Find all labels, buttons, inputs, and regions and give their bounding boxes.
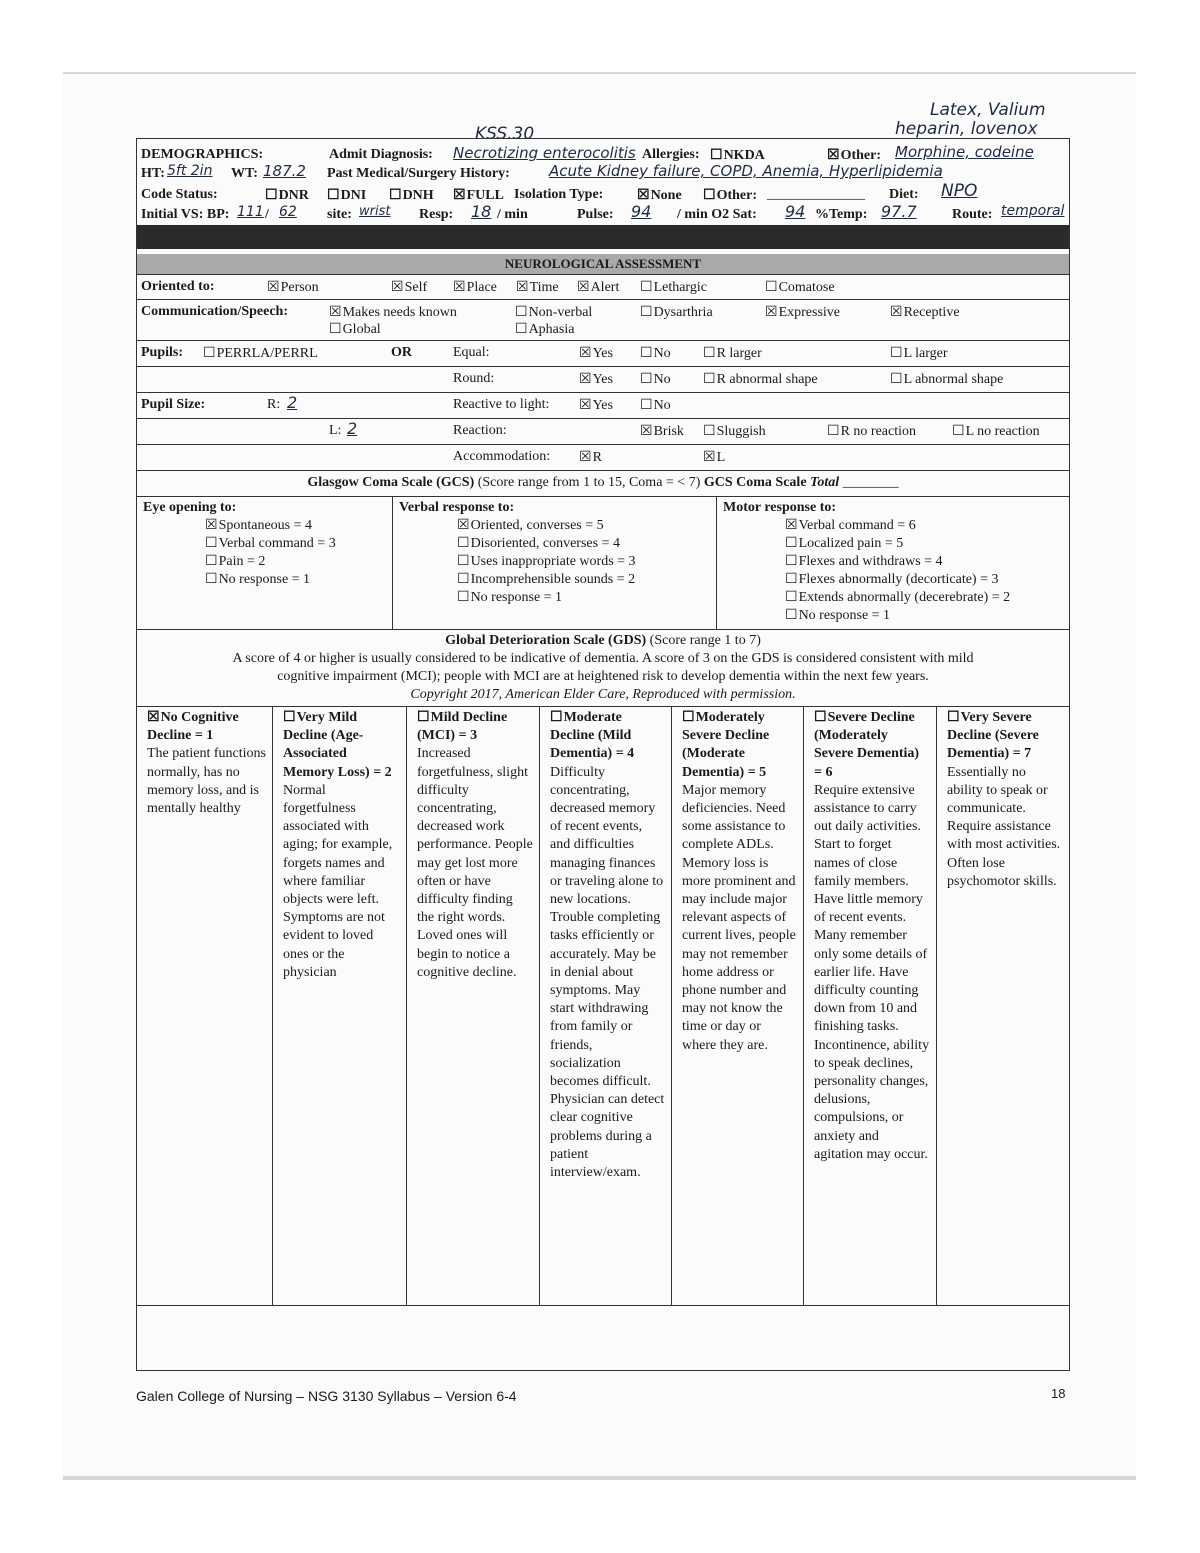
height-label: HT:: [141, 166, 165, 181]
verbal-incomprehensible[interactable]: ☐ Incomprehensible sounds = 2: [457, 571, 710, 589]
gds-stage-6-body: Require extensive assistance to carry out daily activities. Start to forget names of close family members. Have little memory of recent events. Many remember only some details of earlier life. Have difficulty counting down from 10 and finishing tasks. Incontinence, ability to speak declines, personality changes, delusions, compulsions, or anxiety and agitation may occur.: [814, 782, 930, 1162]
oriented-row: [137, 274, 1069, 300]
page-number: 18: [1051, 1386, 1066, 1401]
dnr-checkbox[interactable]: ☐ DNR: [265, 187, 309, 204]
l-no-reaction[interactable]: ☐ L no reaction: [952, 423, 1040, 440]
pupil-size-row: [137, 393, 1069, 419]
resp-value: 18: [471, 202, 492, 221]
isolation-other-checkbox[interactable]: ☐ Other:: [703, 187, 757, 204]
resp-label: Resp:: [419, 207, 454, 222]
verbal-inappropriate[interactable]: ☐ Uses inappropriate words = 3: [457, 553, 710, 571]
dni-checkbox[interactable]: ☐ DNI: [327, 187, 366, 204]
full-checkbox[interactable]: ☒ FULL: [453, 187, 504, 204]
pupil-r-value: 2: [287, 393, 298, 412]
motor-localized[interactable]: ☐ Localized pain = 5: [785, 535, 1063, 553]
gds-stage-4: [540, 707, 672, 1305]
demographics-title: DEMOGRAPHICS:: [141, 147, 264, 162]
accommodation-r[interactable]: ☒ R: [579, 449, 602, 466]
gds-stage-7-body: Essentially no ability to speak or communicate. Require assistance with most activities. Often lose psychomotor skills.: [947, 764, 1061, 889]
isolation-label: Isolation Type:: [514, 187, 604, 202]
gcs-motor-column: [717, 497, 1069, 629]
oriented-lethargic[interactable]: ☐ Lethargic: [640, 279, 707, 296]
oriented-place[interactable]: ☒ Place: [453, 279, 497, 296]
gds-stage-1: [137, 707, 273, 1305]
oriented-person[interactable]: ☒ Person: [267, 279, 319, 296]
gcs-eye-column: [137, 497, 393, 629]
gcs-verbal-column: [393, 497, 717, 629]
comm-makes-needs[interactable]: ☒ Makes needs known: [329, 304, 457, 321]
equal-yes[interactable]: ☒ Yes: [579, 345, 613, 362]
gds-stage-6-title[interactable]: ☐ Severe Decline (Moderately Severe Dementia) = 6: [814, 709, 930, 782]
gds-desc-1: A score of 4 or higher is usually considered to be indicative of dementia. A score of 3 on the GDS is considered consistent with mild: [232, 651, 974, 666]
demographics-section: [137, 143, 1069, 229]
oriented-self[interactable]: ☒ Self: [391, 279, 427, 296]
verbal-no-response[interactable]: ☐ No response = 1: [457, 589, 710, 607]
admit-diagnosis-value: Necrotizing enterocolitis: [453, 144, 636, 162]
verbal-disoriented[interactable]: ☐ Disoriented, converses = 4: [457, 535, 710, 553]
footer-text: Galen College of Nursing – NSG 3130 Syllabus – Version 6-4: [136, 1388, 517, 1404]
gds-stage-3-title[interactable]: ☐ Mild Decline (MCI) = 3: [417, 709, 533, 745]
handwritten-allergies-2: heparin, lovenox: [895, 119, 1038, 139]
verbal-oriented[interactable]: ☒ Oriented, converses = 5: [457, 517, 710, 535]
motor-flexes-withdraws[interactable]: ☐ Flexes and withdraws = 4: [785, 553, 1063, 571]
gds-stage-4-title[interactable]: ☐ Moderate Decline (Mild Dementia) = 4: [550, 709, 665, 764]
pupil-l-value: 2: [347, 419, 358, 438]
reactive-label: Reactive to light:: [453, 397, 550, 412]
gds-stage-1-body: The patient functions normally, has no memory loss, and is mentally healthy: [147, 746, 266, 817]
pupils-or: OR: [391, 345, 412, 360]
temp-label: %Temp:: [815, 207, 868, 222]
resp-per-min: / min: [497, 207, 528, 222]
reaction-row: [137, 419, 1069, 445]
site-label: site:: [327, 207, 352, 222]
verbal-title: Verbal response to:: [399, 500, 515, 515]
equal-no[interactable]: ☐ No: [640, 345, 671, 362]
neuro-assessment-form: [136, 138, 1070, 1371]
reactive-no[interactable]: ☐ No: [640, 397, 671, 414]
weight-label: WT:: [231, 166, 258, 181]
accommodation-l[interactable]: ☒ L: [703, 449, 725, 466]
bp-systolic: 111: [237, 204, 264, 220]
communication-label: Communication/Speech:: [141, 304, 288, 319]
gds-stage-5-body: Major memory deficiencies. Need some assistance to complete ADLs. Memory loss is more prominent and may include major relevant aspects of current lives, people may not remember home address or phone number and may not know the time or day or where they are.: [682, 782, 796, 1053]
pupil-r-label: R:: [267, 397, 281, 412]
gds-copyright: Copyright 2017, American Elder Care, Reproduced with permission.: [410, 687, 796, 702]
code-status-label: Code Status:: [141, 187, 218, 202]
pupil-size-label: Pupil Size:: [141, 397, 206, 412]
eye-pain[interactable]: ☐ Pain = 2: [205, 553, 386, 571]
pulse-label: Pulse:: [577, 207, 614, 222]
weight-value: 187.2: [263, 162, 306, 180]
initial-vs-label: Initial VS: BP:: [141, 207, 230, 222]
comm-nonverbal[interactable]: ☐ Non-verbal: [515, 304, 592, 321]
oriented-label: Oriented to:: [141, 279, 215, 294]
dark-divider-bar: [137, 225, 1069, 249]
gds-stages: [137, 706, 1069, 1306]
reaction-sluggish[interactable]: ☐ Sluggish: [703, 423, 766, 440]
eye-spontaneous[interactable]: ☒ Spontaneous = 4: [205, 517, 386, 535]
gds-stage-5-title[interactable]: ☐ Moderately Severe Decline (Moderate Dementia) = 5: [682, 709, 797, 782]
round-yes[interactable]: ☒ Yes: [579, 371, 613, 388]
gds-stage-4-body: Difficulty concentrating, decreased memory of recent events, and difficulties managing finances or traveling alone to new locations. Trouble completing tasks efficiently or accurately. May be in denial about symptoms. May start withdrawing from family or friends, socialization becomes difficult. Physician can detect clear cognitive problems during a patient interview/exam.: [550, 764, 665, 1181]
pupils-label: Pupils:: [141, 345, 184, 360]
bp-diastolic: 62: [279, 204, 297, 220]
eye-title: Eye opening to:: [143, 500, 237, 515]
gcs-title: Glasgow Coma Scale (GCS) (Score range from 1 to 15, Coma = < 7) GCS Coma Scale Total ________: [307, 475, 899, 490]
past-history-value: Acute Kidney failure, COPD, Anemia, Hyperlipidemia: [549, 162, 943, 180]
pupils-round-row: [137, 367, 1069, 393]
r-no-reaction[interactable]: ☐ R no reaction: [827, 423, 916, 440]
pulse-value: 94: [631, 202, 652, 221]
gcs-columns: [137, 497, 1069, 630]
pupils-perrla[interactable]: ☐ PERRLA/PERRL: [203, 345, 318, 362]
comm-global[interactable]: ☐ Global: [329, 321, 381, 338]
comm-receptive[interactable]: ☒ Receptive: [890, 304, 960, 321]
eye-verbal[interactable]: ☐ Verbal command = 3: [205, 535, 386, 553]
diet-value: NPO: [941, 181, 978, 201]
other-allergy-checkbox[interactable]: ☒ Other:: [827, 147, 881, 164]
neuro-header: NEUROLOGICAL ASSESSMENT: [137, 254, 1069, 274]
pupils-equal-row: [137, 341, 1069, 367]
bp-slash: /: [265, 207, 269, 222]
isolation-other-line: ______________: [767, 187, 865, 202]
oriented-alert[interactable]: ☒ Alert: [577, 279, 619, 296]
o2-value: 94: [785, 202, 806, 221]
admit-diagnosis-label: Admit Diagnosis:: [329, 147, 433, 162]
motor-no-response[interactable]: ☐ No response = 1: [785, 607, 1063, 625]
gds-stage-5: [672, 707, 804, 1305]
allergies-label: Allergies:: [642, 147, 700, 162]
route-value: temporal: [1001, 203, 1065, 219]
gds-stage-1-title[interactable]: ☒ No Cognitive Decline = 1: [147, 709, 266, 745]
equal-label: Equal:: [453, 345, 490, 360]
motor-title: Motor response to:: [723, 500, 837, 515]
gds-stage-3: [407, 707, 540, 1305]
round-label: Round:: [453, 371, 495, 386]
o2-label: / min O2 Sat:: [677, 207, 757, 222]
eye-no-response[interactable]: ☐ No response = 1: [205, 571, 386, 589]
gds-stage-2-body: Normal forgetfulness associated with aging; for example, forgets names and where familiar objects were left. Symptoms are not evident to loved ones or the physician: [283, 782, 393, 980]
nkda-checkbox[interactable]: ☐ NKDA: [710, 147, 765, 164]
handwritten-kss: KSS.30: [475, 124, 535, 144]
r-abnormal-shape[interactable]: ☐ R abnormal shape: [703, 371, 818, 388]
dnh-checkbox[interactable]: ☐ DNH: [389, 187, 434, 204]
diet-label: Diet:: [889, 187, 919, 202]
reactive-yes[interactable]: ☒ Yes: [579, 397, 613, 414]
gds-stage-7: [937, 707, 1069, 1305]
gds-header: [137, 632, 1069, 706]
handwritten-allergies-1: Latex, Valium: [930, 100, 1046, 120]
comm-dysarthria[interactable]: ☐ Dysarthria: [640, 304, 713, 321]
r-larger[interactable]: ☐ R larger: [703, 345, 762, 362]
gds-stage-7-title[interactable]: ☐ Very Severe Decline (Severe Dementia) = 7: [947, 709, 1063, 764]
gds-desc-2: cognitive impairment (MCI); people with MCI are at heightened risk to develop dementia within the next few years.: [277, 669, 929, 684]
isolation-none-checkbox[interactable]: ☒ None: [637, 187, 682, 204]
round-no[interactable]: ☐ No: [640, 371, 671, 388]
l-abnormal-shape[interactable]: ☐ L abnormal shape: [890, 371, 1003, 388]
comm-aphasia[interactable]: ☐ Aphasia: [515, 321, 574, 338]
gds-stage-3-body: Increased forgetfulness, slight difficulty concentrating, decreased work performance. People may get lost more often or have difficulty finding the right words. Loved ones will begin to notice a cognitive decline.: [417, 746, 533, 980]
route-label: Route:: [952, 207, 993, 222]
reaction-brisk[interactable]: ☒ Brisk: [640, 423, 684, 440]
communication-row: [137, 300, 1069, 341]
reaction-label: Reaction:: [453, 423, 507, 438]
gds-stage-2-title[interactable]: ☐ Very Mild Decline (Age-Associated Memory Loss) = 2: [283, 709, 400, 782]
motor-decerebrate[interactable]: ☐ Extends abnormally (decerebrate) = 2: [785, 589, 1063, 607]
gds-stage-2: [273, 707, 407, 1305]
height-value: 5ft 2in: [167, 163, 213, 179]
site-value: wrist: [359, 204, 391, 219]
gds-title-line: Global Deterioration Scale (GDS) (Score range 1 to 7): [445, 633, 761, 648]
other-allergies-value: Morphine, codeine: [895, 143, 1034, 161]
l-larger[interactable]: ☐ L larger: [890, 345, 947, 362]
accommodation-label: Accommodation:: [453, 449, 551, 464]
temp-value: 97.7: [881, 202, 917, 221]
motor-decorticate[interactable]: ☐ Flexes abnormally (decorticate) = 3: [785, 571, 1063, 589]
pupil-l-label: L:: [329, 423, 342, 438]
oriented-time[interactable]: ☒ Time: [516, 279, 559, 296]
gds-stage-6: [804, 707, 937, 1305]
comm-expressive[interactable]: ☒ Expressive: [765, 304, 840, 321]
past-history-label: Past Medical/Surgery History:: [327, 166, 510, 181]
accommodation-row: [137, 445, 1069, 471]
oriented-comatose[interactable]: ☐ Comatose: [765, 279, 835, 296]
motor-verbal[interactable]: ☒ Verbal command = 6: [785, 517, 1063, 535]
gcs-title-row: [137, 471, 1069, 497]
